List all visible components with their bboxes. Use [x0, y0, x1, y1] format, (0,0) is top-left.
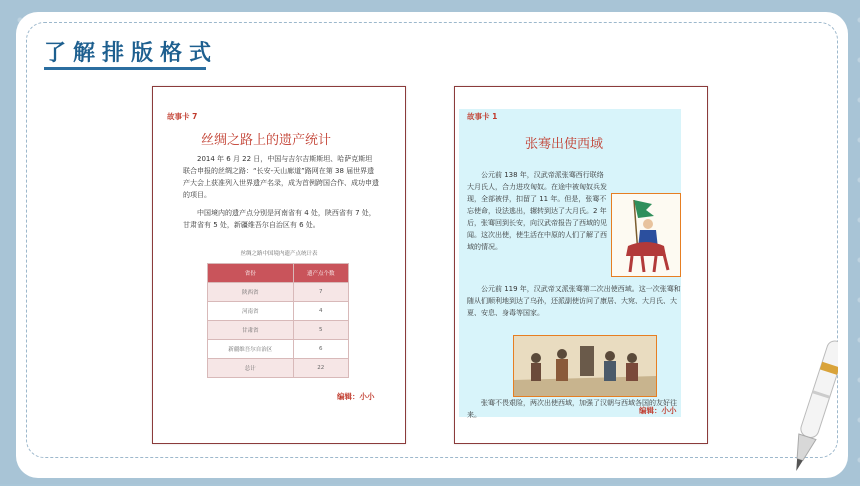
card-dashed-border — [26, 22, 838, 458]
story-tag: 故事卡 7 — [167, 112, 198, 121]
table-cell: 总计 — [208, 359, 294, 378]
story-paragraph: 张骞不畏艰险，两次出使西域，加强了汉朝与西域各国的友好往来。 — [467, 399, 677, 419]
table-header: 省份 — [208, 264, 294, 283]
zhang-qian-illustration — [611, 193, 681, 277]
table-row — [208, 321, 349, 340]
table-row — [208, 340, 349, 359]
story-background — [459, 109, 681, 417]
story-paragraph: 2014 年 6 月 22 日，中国与吉尔吉斯斯坦、哈萨克斯坦联合申报的丝绸之路：“长安-天山廊道”路网在第 38 届世界遗产大会上获准列入世界遗产名录，成为首例跨国合作、成功申遗的项目。 — [183, 155, 379, 199]
table-cell: 6 — [293, 340, 349, 359]
story-paragraph: 公元前 119 年，汉武帝又派张骞第二次出使西域。这一次张骞和随从们顺利地到达了乌孙，还派副使访问了康居、大宛、大月氏、大夏、安息、身毒等国家。 — [467, 285, 681, 317]
table-cell: 7 — [293, 283, 349, 302]
editor-credit: 编辑：小小 — [639, 406, 677, 415]
story-title: 张骞出使西域 — [525, 137, 604, 152]
table-row — [208, 359, 349, 378]
editor-credit: 编辑：小小 — [337, 392, 375, 401]
table-cell: 陕西省 — [208, 283, 294, 302]
story-title: 丝绸之路上的遗产统计 — [201, 133, 332, 148]
pen-decoration — [794, 332, 838, 482]
table-row — [208, 283, 349, 302]
table-cell: 甘肃省 — [208, 321, 294, 340]
story-card-7 — [152, 86, 406, 444]
heritage-table — [207, 263, 349, 378]
table-header: 遗产点个数 — [293, 264, 349, 283]
story-paragraph: 公元前 138 年，汉武帝派张骞西行联络大月氏人，合力进攻匈奴。在途中被匈奴兵发现，全部被俘，扣留了 11 年。但是，张骞不忘使命，设法逃出，辗转到达了大月氏。2 年后，张骞回到长安，向汉武帝报告了西域的见闻。这次出使，使生活在中原的人们了解了西域的情况。 — [467, 171, 607, 251]
table-cell: 河南省 — [208, 302, 294, 321]
title-underline — [44, 67, 206, 70]
page-title: 了解排版格式 — [44, 41, 219, 66]
story-paragraph: 中国境内的遗产点分别是河南省有 4 处，陕西省有 7 处，甘肃省有 5 处，新疆维吾尔自治区有 6 处。 — [183, 209, 376, 229]
table-caption: 丝绸之路中国境内遗产点统计表 — [240, 251, 318, 257]
table-cell: 4 — [293, 302, 349, 321]
table-cell: 5 — [293, 321, 349, 340]
table-cell: 新疆维吾尔自治区 — [208, 340, 294, 359]
table-row — [208, 302, 349, 321]
story-card-1 — [454, 86, 708, 444]
mural-illustration — [513, 335, 657, 397]
table-cell: 22 — [293, 359, 349, 378]
story-tag: 故事卡 1 — [467, 112, 498, 121]
